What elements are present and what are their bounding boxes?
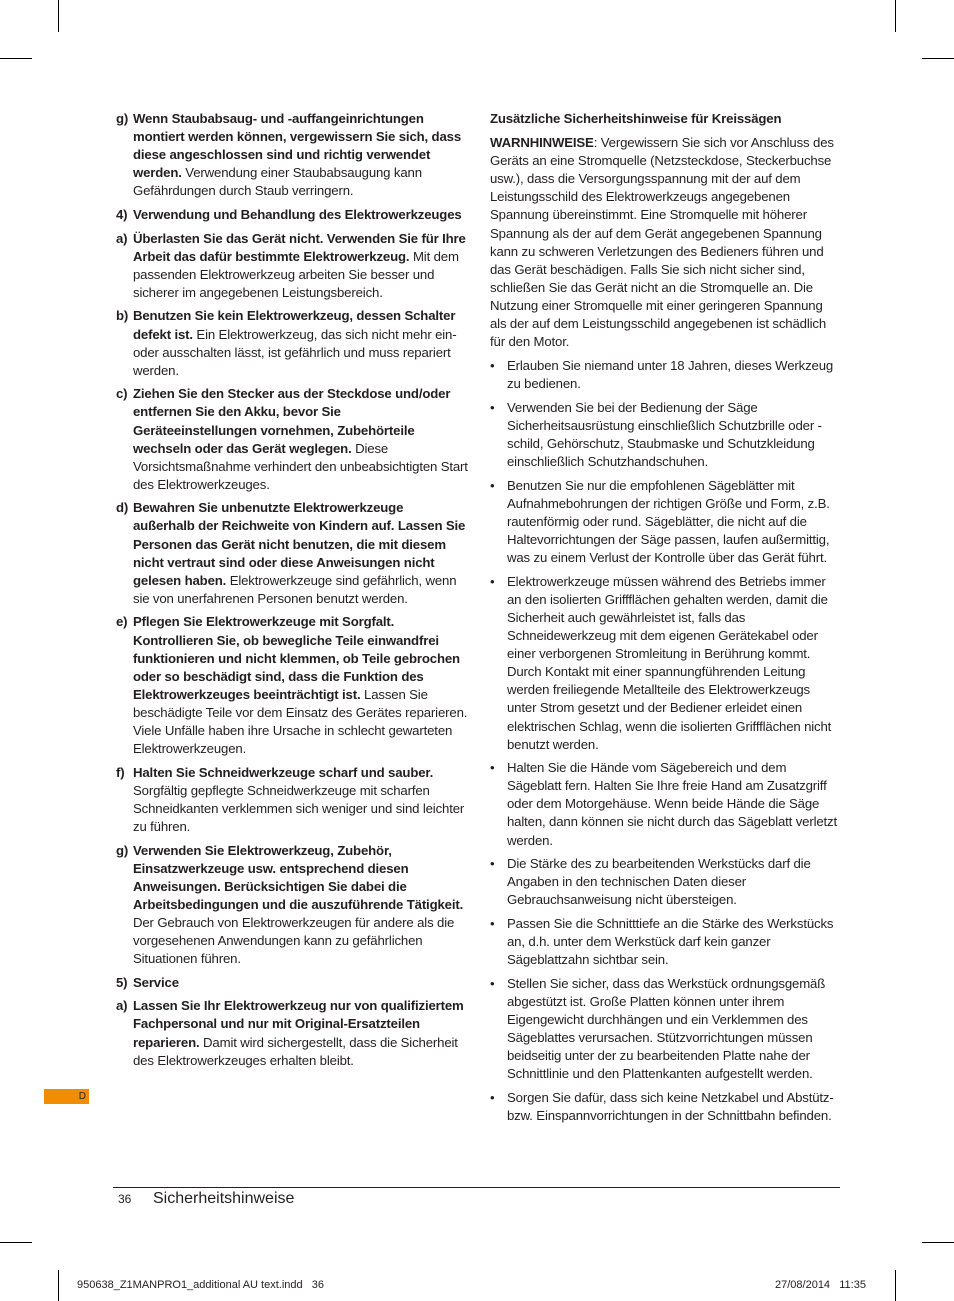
crop-mark [895, 0, 896, 32]
crop-mark [922, 58, 954, 59]
bullet-icon: • [490, 760, 495, 776]
bullet-icon: • [490, 856, 495, 872]
bullet-text: Die Stärke des zu bearbeitenden Werkstücks darf die Angaben in den technischen Daten dieser Gebrauchsanweisung nicht übersteigen. [507, 856, 811, 908]
item-text: Sorgfältig gepflegte Schneidwerkzeuge mit scharfen Schneidkanten verklemmen sich weniger und sind leichter zu führen. [133, 782, 465, 834]
section-title: Verwendung und Behandlung des Elektrowerkzeuges [133, 206, 462, 222]
item-text: Der Gebrauch von Elektrowerkzeugen für andere als die vorgesehenen Anwendungen kann zu gefährlichen Situationen führen. [133, 914, 455, 967]
bullet-item [490, 915, 842, 969]
item-marker: e) [116, 614, 128, 630]
crop-mark [922, 1242, 954, 1243]
item-text: Diese Vorsichtsmaßnahme verhindert den unbeabsichtigten Start des Elektrowerkzeuges. [133, 440, 468, 492]
item-marker: c) [116, 386, 128, 402]
language-tab: D [44, 1089, 89, 1104]
item-text: Damit wird sichergestellt, dass die Sicherheit des Elektrowerkzeuges erhalten bleibt. [133, 1034, 458, 1068]
item-marker: g) [116, 842, 129, 858]
list-item [116, 307, 468, 379]
item-bold-text: Benutzen Sie kein Elektrowerkzeug, dessen Schalter defekt ist. [133, 308, 456, 342]
item-marker: d) [116, 500, 129, 516]
item-text: Mit dem passenden Elektrowerkzeug arbeiten Sie besser und sicherer im angegebenen Leistungsbereich. [133, 248, 459, 300]
item-marker: a) [116, 230, 128, 246]
bullet-icon: • [490, 915, 495, 931]
item-marker: b) [116, 308, 129, 324]
bullet-text: Benutzen Sie nur die empfohlenen Sägeblätter mit Aufnahmebohrungen der richtigen Größe und Form, z.B. rautenförmig oder rund. Sägeblätter, die nicht auf die Haltevorrichtungen der Säge passen, laufen außermittig, was zu einem Verlust der Kontrolle über das Gerät führt. [507, 477, 830, 566]
list-item [116, 613, 468, 758]
list-item [116, 230, 468, 302]
bullet-item [490, 399, 842, 471]
item-bold-text: Verwenden Sie Elektrowerkzeug, Zubehör, Einsatzwerkzeuge usw. entsprechend diesen Anweisungen. Berücksichtigen Sie dabei die Arbeitsbedingungen und die auszuführende Tätigkeit. [133, 842, 464, 912]
bullet-icon: • [490, 477, 495, 493]
bullet-icon: • [490, 358, 495, 374]
page-number: 36 [118, 1192, 132, 1206]
section-number: 5) [116, 974, 128, 990]
section-heading [116, 974, 468, 992]
list-item [116, 764, 468, 836]
list-item [116, 110, 468, 200]
bullet-text: Halten Sie die Hände vom Sägebereich und dem Sägeblatt fern. Halten Sie Ihre freie Hand am Zusatzgriff oder dem Motorgehäuse. Wenn beide Hände die Säge halten, dann können sie nicht durch das Sägeblatt verletzt werden. [507, 760, 838, 848]
footer-section-title: Sicherheitshinweise [153, 1190, 295, 1207]
bullet-item [490, 357, 842, 393]
item-bold-text: Ziehen Sie den Stecker aus der Steckdose und/oder entfernen Sie den Akku, bevor Sie Geräteeinstellungen vornehmen, Zubehörteile wechseln oder das Gerät weglegen. [133, 386, 451, 456]
item-marker: a) [116, 998, 128, 1014]
item-text: Verwendung einer Staubabsaugung kann Gefährdungen durch Staub verringern. [133, 165, 422, 199]
list-item [116, 997, 468, 1069]
left-column [116, 110, 468, 1075]
bullet-icon: • [490, 399, 495, 415]
crop-mark [0, 58, 32, 59]
crop-mark [0, 1242, 32, 1243]
right-column [490, 110, 842, 1130]
bullet-item [490, 855, 842, 909]
warning-text: : Vergewissern Sie sich vor Anschluss des Geräts an eine Stromquelle (Netzsteckdose, Steckerbuchse usw.), dass die Versorgungsspannung mit der auf dem Leistungsschild des Elektrowerkzeugs angegebenen Spannung übereinstimmt. Eine Stromquelle mit höherer Spannung als der auf dem Gerät angegebenen Spannung kann zu schweren Verletzungen des Bedieners führen und das Gerät beschädigen. Falls Sie sich nicht sicher sind, schließen Sie das Gerät nicht an die Stromquelle an. Die Nutzung einer Stromquelle mit einer geringeren Spannung als der auf dem Leistungsschild angegebenen ist schädlich für den Motor. [490, 135, 834, 350]
item-text: Lassen Sie beschädigte Teile vor dem Einsatz des Gerätes reparieren. Viele Unfälle haben ihre Ursache in schlecht gewarteten Elektrowerkzeugen. [133, 686, 468, 757]
warning-paragraph [490, 134, 842, 351]
list-item [116, 842, 468, 969]
section-title: Service [133, 974, 179, 990]
bullet-text: Verwenden Sie bei der Bedienung der Säge Sicherheitsausrüstung einschließlich Schutzbrille oder -schild, Gehörschutz, Staubmaske und Schutzkleidung einschließlich Schutzhandschuhen. [507, 399, 822, 470]
bullet-icon: • [490, 975, 495, 991]
section-number: 4) [116, 206, 128, 222]
crop-mark [58, 0, 59, 32]
list-item [116, 499, 468, 608]
right-heading: Zusätzliche Sicherheitshinweise für Kreissägen [490, 111, 782, 126]
bullet-icon: • [490, 573, 495, 589]
bullet-text: Passen Sie die Schnitttiefe an die Stärke des Werkstücks an, d.h. unter dem Werkstück darf kein ganzer Sägeblattzahn sichtbar sein. [507, 915, 834, 968]
slug-date: 27/08/2014 11:35 [775, 1279, 866, 1291]
section-heading [116, 206, 468, 224]
item-bold-text: Wenn Staubabsaug- und -auffangeinrichtungen montiert werden können, vergewissern Sie sich, dass diese angeschlossen sind und richtig verwendet werden. [133, 111, 462, 181]
item-text: Ein Elektrowerkzeug, das sich nicht mehr ein- oder ausschalten lässt, ist gefährlich und muss repariert werden. [133, 326, 457, 378]
bullet-item [490, 1089, 842, 1125]
bullet-text: Erlauben Sie niemand unter 18 Jahren, dieses Werkzeug zu bedienen. [507, 358, 834, 392]
item-bold-text: Lassen Sie Ihr Elektrowerkzeug nur von qualifiziertem Fachpersonal und nur mit Original-Ersatzteilen reparieren. [133, 998, 464, 1050]
footer-divider [113, 1187, 840, 1188]
bullet-icon: • [490, 1089, 495, 1105]
item-bold-text: Bewahren Sie unbenutzte Elektrowerkzeuge außerhalb der Reichweite von Kindern auf. Lassen Sie Personen das Gerät nicht benutzen, die mit diesem nicht vertraut sind oder diese Anweisungen nicht gelesen haben. [133, 500, 466, 588]
bullet-text: Sorgen Sie dafür, dass sich keine Netzkabel und Abstütz- bzw. Einspannvorrichtungen in der Schnittbahn befinden. [507, 1089, 834, 1123]
bullet-item [490, 759, 842, 849]
list-item [116, 385, 468, 494]
item-marker: g) [116, 111, 129, 126]
bullet-text: Stellen Sie sicher, dass das Werkstück ordnungsgemäß abgestützt ist. Große Platten können unter ihrem Eigengewicht durchhängen und ein Verklemmen des Sägeblattes verursachen. Stützvorrichtungen müssen beidseitig unter der zu bearbeitenden Platte nahe der Schnittlinie und den Plattenkanten aufgestellt werden. [507, 975, 826, 1082]
bullet-item [490, 573, 842, 754]
crop-mark [895, 1270, 896, 1301]
crop-mark [58, 1270, 59, 1301]
item-bold-text: Halten Sie Schneidwerkzeuge scharf und sauber. [133, 764, 434, 780]
item-text: Elektrowerkzeuge sind gefährlich, wenn sie von unerfahrenen Personen benutzt werden. [133, 572, 457, 606]
item-marker: f) [116, 764, 125, 780]
slug-filename: 950638_Z1MANPRO1_additional AU text.indd 36 [77, 1279, 325, 1291]
bullet-item [490, 477, 842, 567]
bullet-item [490, 975, 842, 1084]
warning-label: WARNHINWEISE [490, 135, 594, 151]
item-bold-text: Überlasten Sie das Gerät nicht. Verwenden Sie für Ihre Arbeit das dafür bestimmte Elektrowerkzeug. [133, 230, 466, 264]
bullet-text: Elektrowerkzeuge müssen während des Betriebs immer an den isolierten Griffflächen gehalten werden, damit die Sicherheit auch gewährleistet ist, falls das Schneidewerkzeug mit dem eigenen Gerätekabel oder einer verborgenen Stromleitung in Berührung kommt. Durch Kontakt mit einer spannungführenden Leitung werden freiliegende Metallteile des Elektrowerkzeugs unter Strom gesetzt und der Bediener erleidet einen elektrischen Schlag, wenn die isolierten Griffflächen nicht benutzt werden. [507, 573, 832, 752]
item-bold-text: Pflegen Sie Elektrowerkzeuge mit Sorgfalt. Kontrollieren Sie, ob bewegliche Teile einwandfrei funktionieren und nicht klemmen, ob Teile gebrochen oder so beschädigt sind, dass die Funktion des Elektrowerkzeuges beeinträchtigt ist. [133, 614, 460, 702]
